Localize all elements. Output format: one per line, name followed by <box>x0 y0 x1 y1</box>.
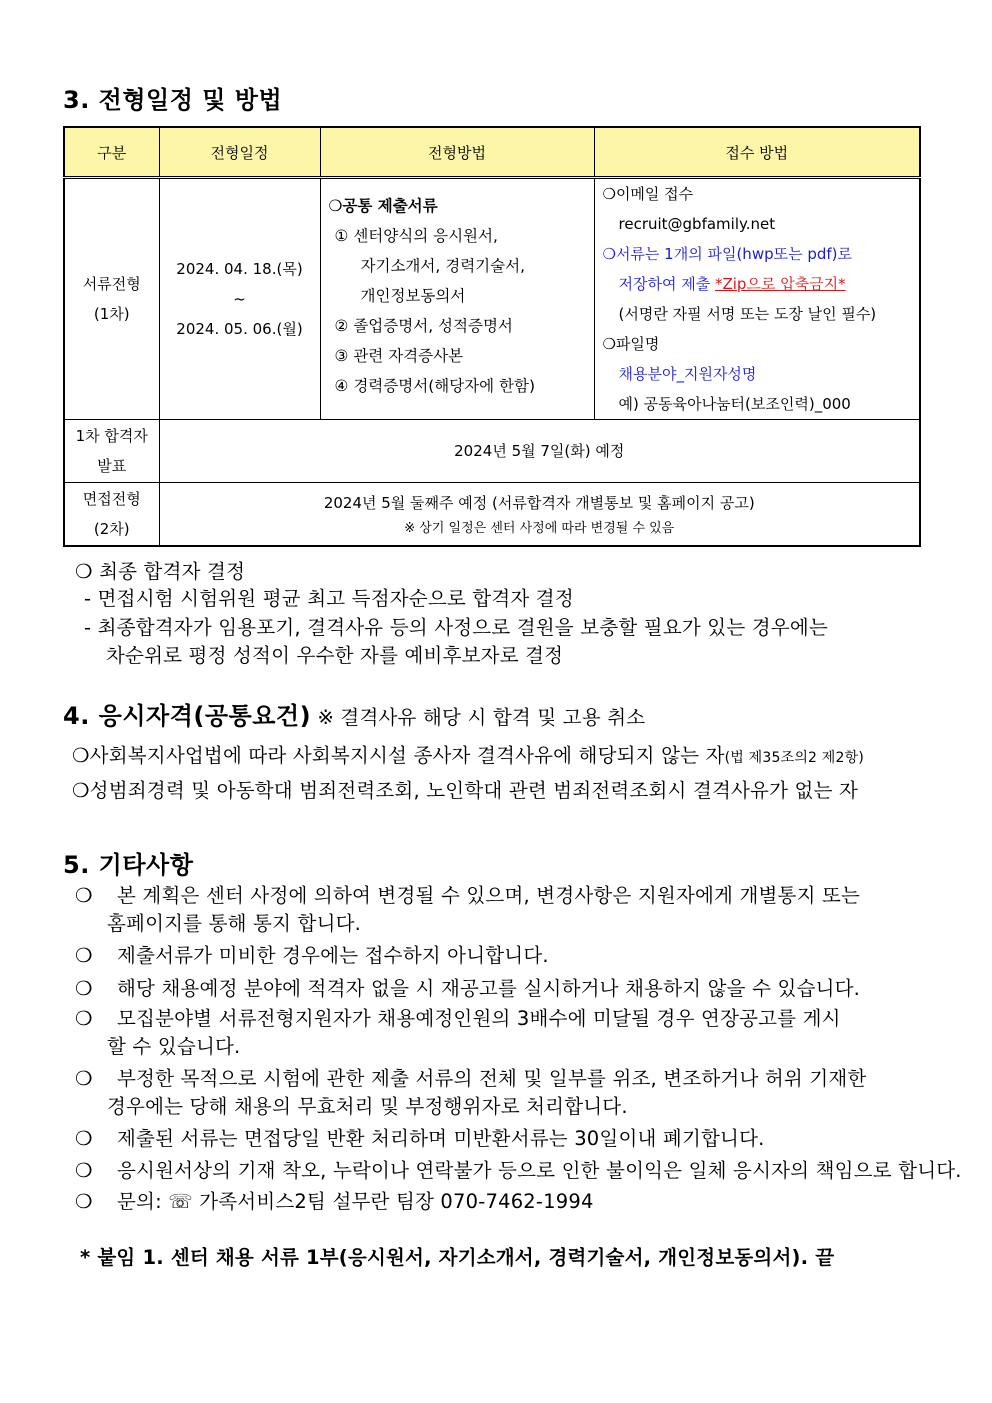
row2-label-line2: 발표 <box>97 457 127 475</box>
row1-label <box>64 178 159 420</box>
qualification-2: ❍성범죄경력 및 아동학대 범죄전력조회, 노인학대 관련 범죄전력조회시 결격사유가 없는 자 <box>72 779 859 802</box>
table-row <box>64 420 920 483</box>
list-item-text: 해당 채용예정 분야에 적격자 없을 시 재공고를 실시하거나 채용하지 않을 수 있습니다. <box>117 977 861 1000</box>
row3-value-cell <box>159 483 920 546</box>
row3-label-line2: (2차) <box>93 519 130 538</box>
list-item-text: 본 계획은 센터 사정에 의하여 변경될 수 있으며, 변경사항은 지원자에게 개별통지 또는 <box>117 884 861 907</box>
list-item-text: 문의: ☏ 가족서비스2팀 설무란 팀장 070-7462-1994 <box>117 1190 594 1213</box>
method-title: ❍공통 제출서류 <box>328 197 438 215</box>
method-line: 개인정보동의서 <box>360 287 466 305</box>
list-item <box>75 880 860 908</box>
receipt-email-title: ❍이메일 접수 <box>602 185 694 203</box>
final-title: ❍ 최종 합격자 결정 <box>75 560 246 583</box>
section4-title: 4. 응시자격(공통요건) <box>63 702 312 730</box>
method-line: ② 졸업증명서, 성적증명서 <box>334 317 513 335</box>
list-item <box>75 1123 765 1151</box>
receipt-file-rule: ❍서류는 1개의 파일(hwp또는 pdf)로 <box>602 245 853 263</box>
bullet: ❍ <box>75 1007 93 1030</box>
bullet: ❍ <box>75 1127 93 1150</box>
bullet: ❍ <box>75 1190 93 1213</box>
list-item-text: 부정한 목적으로 시험에 관한 제출 서류의 전체 및 일부를 위조, 변조하거나 허위 기재한 <box>117 1067 867 1090</box>
bullet: ❍ <box>75 977 93 1000</box>
table-row <box>64 483 920 546</box>
row1-dates <box>159 178 320 420</box>
row1-label-line2: (1차) <box>93 305 130 323</box>
list-item <box>75 1063 866 1091</box>
receipt-email: recruit@gbfamily.net <box>618 215 776 233</box>
list-item-continued: 경우에는 당해 채용의 무효처리 및 부정행위자로 처리합니다. <box>107 1095 628 1118</box>
header-method: 전형방법 <box>320 127 594 178</box>
row1-receipt <box>594 178 920 420</box>
header-schedule: 전형일정 <box>159 127 320 178</box>
qualification-1-ref: (법 제35조의2 제2항) <box>724 750 865 766</box>
receipt-filename-example: 예) 공동육아나눔터(보조인력)_000 <box>618 395 851 413</box>
section4-title-note: ※ 결격사유 해당 시 합격 및 고용 취소 <box>311 706 646 729</box>
list-item-text: 모집분야별 서류전형지원자가 채용예정인원의 3배수에 미달될 경우 연장공고를 게시 <box>117 1007 841 1030</box>
list-item <box>75 973 860 1001</box>
row3-note: ※ 상기 일정은 센터 사정에 따라 변경될 수 있음 <box>404 520 675 536</box>
list-item <box>75 1003 841 1031</box>
section3-title: 3. 전형일정 및 방법 <box>63 86 283 114</box>
final-line-2: - 최종합격자가 임용포기, 결격사유 등의 사정으로 결원을 보충할 필요가 있는 경우에는 <box>84 616 828 639</box>
qualification-1-text: ❍사회복지사업법에 따라 사회복지시설 종사자 결격사유에 해당되지 않는 자 <box>72 744 725 767</box>
method-line: 자기소개서, 경력기술서, <box>360 257 526 275</box>
header-receipt: 접수 방법 <box>594 127 920 178</box>
receipt-filename-title: ❍파일명 <box>602 335 660 353</box>
date-end: 2024. 05. 06.(월) <box>176 320 303 338</box>
final-line-3: 차순위로 평정 성적이 우수한 자를 예비후보자로 결정 <box>106 644 564 667</box>
date-separator: ~ <box>233 290 246 308</box>
list-item-text: 제출된 서류는 면접당일 반환 처리하며 미반환서류는 30일이내 폐기합니다. <box>117 1127 765 1150</box>
receipt-filename-format: 채용분야_지원자성명 <box>618 365 757 383</box>
attachment-note: * 붙임 1. 센터 채용 서류 1부(응시원서, 자기소개서, 경력기술서, 개인정보동의서). 끝 <box>80 1246 835 1269</box>
row3-value: 2024년 5월 둘째주 예정 (서류합격자 개별통보 및 홈페이지 공고) <box>323 493 755 512</box>
row2-label <box>64 420 159 483</box>
table-header-row <box>64 127 920 178</box>
row2-value: 2024년 5월 7일(화) 예정 <box>159 420 920 483</box>
final-line-1: - 면접시험 시험위원 평균 최고 득점자순으로 합격자 결정 <box>84 587 574 610</box>
zip-warning: *Zip으로 압축금지* <box>714 275 846 293</box>
table-row <box>64 178 920 420</box>
list-item-text: 제출서류가 미비한 경우에는 접수하지 아니합니다. <box>117 944 549 967</box>
header-category: 구분 <box>64 127 159 178</box>
schedule-table <box>63 126 921 547</box>
list-item <box>75 940 549 968</box>
bullet: ❍ <box>75 884 93 907</box>
row1-method <box>320 178 594 420</box>
list-item <box>75 1155 962 1183</box>
receipt-sign-note: (서명란 자필 서명 또는 도장 날인 필수) <box>618 305 877 323</box>
bullet: ❍ <box>75 1159 93 1182</box>
section4-heading <box>63 696 645 731</box>
row3-label <box>64 483 159 546</box>
row2-label-line1: 1차 합격자 <box>75 427 148 445</box>
method-line: ④ 경력증명서(해당자에 한함) <box>334 377 536 395</box>
method-line: ③ 관련 자격증사본 <box>334 347 464 365</box>
qualification-1 <box>72 740 864 768</box>
bullet: ❍ <box>75 944 93 967</box>
list-item-continued: 홈페이지를 통해 통지 합니다. <box>107 912 362 935</box>
row1-label-line1: 서류전형 <box>82 275 141 293</box>
list-item-text: 응시원서상의 기재 착오, 누락이나 연락불가 등으로 인한 불이익은 일체 응시자의 책임으로 합니다. <box>117 1159 962 1182</box>
section5-title: 5. 기타사항 <box>63 851 194 879</box>
list-item <box>75 1186 594 1214</box>
bullet: ❍ <box>75 1067 93 1090</box>
list-item-continued: 할 수 있습니다. <box>107 1035 241 1058</box>
row3-label-line1: 면접전형 <box>82 489 141 508</box>
receipt-file-rule-2: 저장하여 제출 <box>618 275 715 293</box>
date-start: 2024. 04. 18.(목) <box>176 260 303 278</box>
method-line: ① 센터양식의 응시원서, <box>334 227 498 245</box>
